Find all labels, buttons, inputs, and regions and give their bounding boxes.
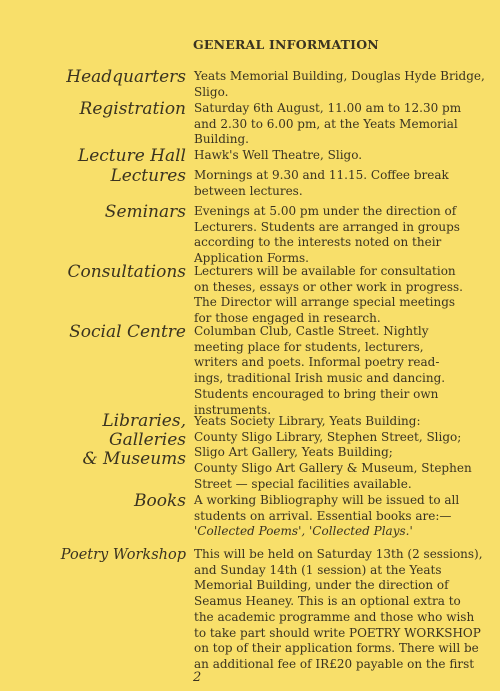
page-title: GENERAL INFORMATION [193, 37, 379, 52]
entry-description: Lecturers will be available for consultation on theses, essays or other work in progress. The Director will arrange special meetings for those engaged in research. [194, 264, 463, 326]
entry-description: Yeats Memorial Building, Douglas Hyde Bridge, Sligo. [194, 69, 485, 99]
entry-term: Libraries, Galleries & Museums [82, 411, 186, 469]
entry-term: Books [134, 491, 186, 511]
entry-term: Poetry Workshop [60, 547, 186, 563]
entry-description: Mornings at 9.30 and 11.15. Coffee break between lectures. [194, 168, 449, 198]
entry-term: Headquarters [66, 67, 186, 87]
entry-term: Consultations [67, 262, 186, 282]
entry-description: Saturday 6th August, 11.00 am to 12.30 pm and 2.30 to 6.00 pm, at the Yeats Memorial Building. [194, 101, 462, 147]
entry-term: Lectures [110, 166, 186, 186]
entry-description: Evenings at 5.00 pm under the direction of Lecturers. Students are arranged in groups according to the interests noted on their Application Forms. [194, 204, 460, 266]
entry-description: Columban Club, Castle Street. Nightly meeting place for students, lecturers, writers and poets. Informal poetry read- ings, traditional Irish music and dancing. Students encouraged to bring their own instruments. [194, 324, 446, 417]
entry-term: Lecture Hall [77, 146, 186, 166]
entry-description: Yeats Society Library, Yeats Building: County Sligo Library, Stephen Street, Sligo; Sligo Art Gallery, Yeats Building; County Sligo Art Gallery & Museum, Stephen Street — special facilities available. [194, 414, 472, 491]
entry-description: Hawk's Well Theatre, Sligo. [194, 148, 363, 162]
entry-term: Social Centre [69, 322, 186, 342]
entry-description: A working Bibliography will be issued to all students on arrival. Essential books are:— 'Collected Poems', 'Collected Plays.' [194, 493, 460, 539]
entry-term: Registration [79, 99, 186, 119]
entry-term: Seminars [104, 202, 186, 222]
page-number: 2 [193, 670, 202, 685]
entry-description: This will be held on Saturday 13th (2 sessions), and Sunday 14th (1 session) at the Yeats Memorial Building, under the direction of Seamus Heaney. This is an optional extra to the academic programme and those who wish to take part should write POETRY WORKSHOP on top of their application forms. There will be an additional fee of IR£20 payable on the first [194, 547, 483, 671]
